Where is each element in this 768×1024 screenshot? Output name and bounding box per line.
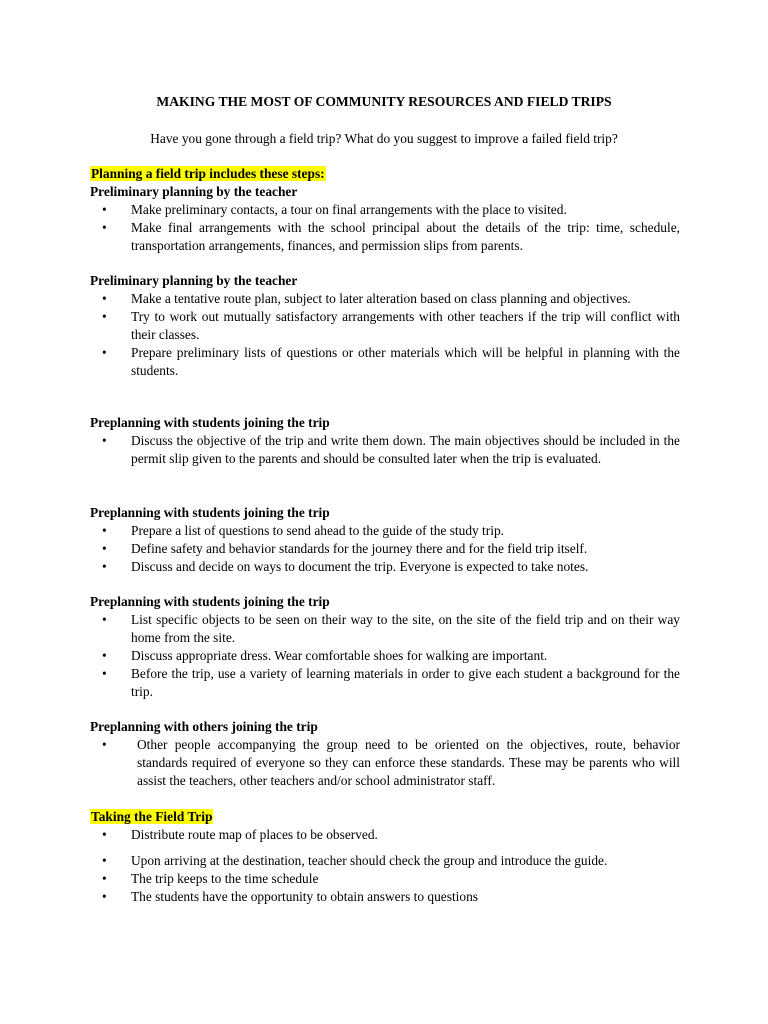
list-item: • The students have the opportunity to obtain answers to questions (102, 889, 478, 904)
list-item: • Try to work out mutually satisfactory arrangements with other teachers if the trip will conflict with their classes. (102, 309, 680, 342)
section-heading: Preplanning with students joining the trip (90, 505, 330, 520)
taking-field-trip-heading: Taking the Field Trip (91, 809, 213, 824)
list-item: • Upon arriving at the destination, teacher should check the group and introduce the guide. (102, 853, 608, 868)
section-preliminary-planning-2 (90, 272, 680, 380)
section-preplanning-students-2 (90, 504, 680, 576)
list-item: • Prepare preliminary lists of questions or other materials which will be helpful in planning with the students. (102, 345, 680, 378)
section-heading: Preliminary planning by the teacher (90, 273, 298, 288)
list-item: • List specific objects to be seen on their way to the site, on the site of the field trip and on their way home from the site. (102, 612, 680, 645)
section-heading: Preplanning with students joining the trip (90, 415, 330, 430)
list-item: • Distribute route map of places to be observed. (102, 827, 378, 842)
document-title: MAKING THE MOST OF COMMUNITY RESOURCES AND FIELD TRIPS (156, 94, 612, 109)
list-item: • Make final arrangements with the school principal about the details of the trip: time, schedule, transportation arrangements, finances, and permission slips from parents. (102, 220, 680, 253)
list-item: • Discuss the objective of the trip and write them down. The main objectives should be included in the permit slip given to the parents and should be consulted later when the trip is evaluated. (102, 433, 680, 466)
section-heading: Preplanning with others joining the trip (90, 719, 318, 734)
list-item: • Prepare a list of questions to send ahead to the guide of the study trip. (102, 523, 504, 538)
section-heading: Preplanning with students joining the trip (90, 594, 330, 609)
list-item: • Discuss and decide on ways to document the trip. Everyone is expected to take notes. (102, 559, 589, 574)
list-spacer (90, 844, 680, 852)
section-preplanning-others (90, 718, 680, 790)
list-item: • Make preliminary contacts, a tour on final arrangements with the place to visited. (102, 202, 567, 217)
intro-question: Have you gone through a field trip? What do you suggest to improve a failed field trip? (150, 131, 618, 146)
list-item: • Define safety and behavior standards for the journey there and for the field trip itself. (102, 541, 588, 556)
section-heading: Preliminary planning by the teacher (90, 184, 298, 199)
list-item: • The trip keeps to the time schedule (102, 871, 319, 886)
section-preplanning-students-1 (90, 414, 680, 468)
section-preplanning-students-3 (90, 593, 680, 701)
list-item: • Before the trip, use a variety of learning materials in order to give each student a background for the trip. (102, 666, 680, 699)
section-preliminary-planning-1 (90, 165, 680, 255)
list-item: • Other people accompanying the group need to be oriented on the objectives, route, behavior standards required of everyone so they can enforce these standards. These may be parents who will assist the teachers, other teachers and/or school administrator staff. (102, 737, 680, 788)
planning-steps-heading: Planning a field trip includes these steps: (91, 166, 325, 181)
section-taking-field-trip (90, 808, 680, 906)
list-item: • Discuss appropriate dress. Wear comfortable shoes for walking are important. (102, 648, 548, 663)
list-item: • Make a tentative route plan, subject to later alteration based on class planning and objectives. (102, 291, 631, 306)
